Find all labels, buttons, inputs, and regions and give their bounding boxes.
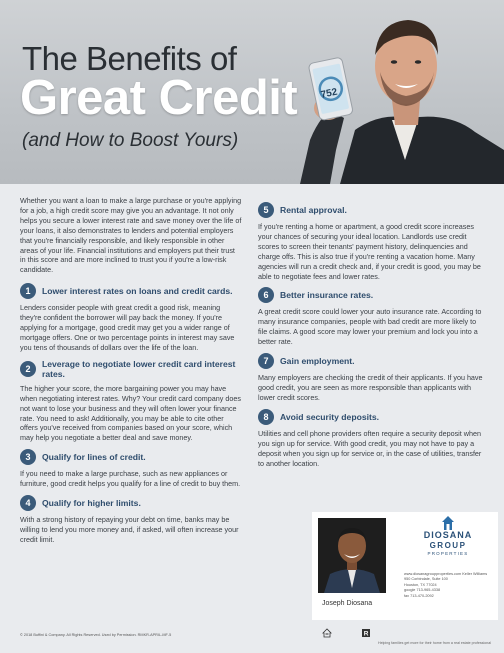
item-3-title: Qualify for lines of credit.: [42, 451, 146, 462]
copyright-notice: © 2018 Buffini & Company. All Rights Reserved. Used by Permission. RMKR-APRIL-MF-5: [20, 633, 172, 637]
item-3-header: [20, 449, 242, 465]
contact-details: [404, 572, 496, 599]
phone-credit-score: 752: [319, 86, 339, 101]
item-5-body: If you're renting a home or apartment, a good credit score increases your chances of securing your ideal location. Landlords use credit scores to screen their tenants' payment history, delinquencies and charge offs. This is also true if you're renting a vacation home. Many agencies will run a credit check and, if your credit is good, you may be able to negotiate fees and lower rates.: [258, 222, 481, 281]
item-8-title: Avoid security deposits.: [280, 411, 380, 422]
logo-name: DIOSANA: [423, 530, 473, 540]
title-line-3: (and How to Boost Yours): [22, 130, 239, 151]
item-4-title: Qualify for higher limits.: [42, 497, 141, 508]
item-5-header: [258, 202, 486, 218]
equal-housing-icon: [323, 629, 331, 637]
intro-paragraph: Whether you want a loan to make a large purchase or you're applying for a job, a high credit score may give you an advantage. It not only helps you secure a lower interest rate and save money over the life of your loans, it also demonstrates to lenders and potential employers that you're financially responsible, and likely responsible in other areas of your life. Financial institutions and employers put their trust in this score and are more inclined to trust you if you're a low-risk candidate.: [20, 196, 242, 275]
item-7-title: Gain employment.: [280, 355, 355, 366]
number-badge-6: 6: [258, 287, 274, 303]
item-4-header: [20, 495, 242, 511]
contact-line: www.diosanagroupproperties.com Keller Williams: [404, 572, 488, 576]
number-badge-2: 2: [20, 361, 36, 377]
item-2-title: Leverage to negotiate lower credit card interest rates.: [42, 358, 236, 380]
item-6-body: A great credit score could lower your auto insurance rate. According to many insurance companies, people with bad credit are more likely to file claims. A good score may lower your premium and lock you into a better rate.: [258, 307, 482, 347]
number-badge-4: 4: [20, 495, 36, 511]
diosana-group-logo: [404, 516, 492, 566]
agent-name: Joseph Diosana: [322, 600, 373, 607]
title-line-2: Great Credit: [20, 71, 298, 125]
contact-line: fax 713-470-2092: [404, 593, 434, 598]
item-1-body: Lenders consider people with great credit a good risk, meaning they're confident the borrower will pay back the money. If you're applying for a mortgage, good credit may get you a wider range of mortgage offers. One or two percentage points in interest may save you tens of thousands of dollars over the life of the loan.: [20, 303, 235, 352]
footer-logos: [322, 628, 382, 638]
item-2-body: The higher your score, the more bargaining power you may have when negotiating interest rates. Why? Your credit card company does not want to lose your business and they will often lower your finance rate. You need to ask! Additionally, you may be able to cite other offers you've received from companies based on your score, which may help you negotiate a better deal and save money.: [20, 383, 241, 443]
hero-photo-man-with-phone: [300, 0, 504, 184]
number-badge-7: 7: [258, 353, 274, 369]
item-6-title: Better insurance rates.: [280, 290, 374, 301]
agent-photo: [318, 518, 386, 593]
logo-group: GROUP: [429, 541, 467, 550]
number-badge-1: 1: [20, 283, 36, 299]
item-4-body: With a strong history of repaying your debt on time, banks may be willing to lend you more money and, if asked, will often increase your credit limit.: [20, 515, 239, 544]
item-8-body: Utilities and cell phone providers often require a security deposit when you sign up for service. With good credit, you may not have to pay a deposit when you sign up for service or, in the case of utilities, transfer to another location.: [258, 428, 482, 468]
title-line-1: The Benefits of: [22, 40, 237, 77]
number-badge-5: 5: [258, 202, 274, 218]
contact-line: Houston, TX 77024: [404, 582, 437, 587]
logo-subtitle: PROPERTIES: [427, 551, 469, 556]
contact-line: 950 Corbindale, Suite 100: [404, 577, 448, 582]
item-8-header: [258, 409, 486, 425]
realtor-icon: [362, 629, 370, 638]
item-1-header: [20, 283, 242, 299]
contact-line: google 713-965-4338: [404, 588, 441, 593]
footer-tagline: Helping families get more for their home from a real estate professional: [378, 641, 492, 645]
right-column: [258, 202, 486, 474]
item-5-title: Rental approval.: [280, 204, 347, 215]
item-1-title: Lower interest rates on loans and credit cards.: [42, 286, 233, 296]
item-3-body: If you need to make a large purchase, such as new appliances or furniture, good credit helps you qualify for a line of credit to buy them.: [20, 469, 241, 489]
item-7-header: [258, 353, 486, 369]
number-badge-3: 3: [20, 449, 36, 465]
agent-contact-card: [312, 512, 498, 620]
hero-banner: [0, 0, 504, 184]
item-2-header: [20, 359, 242, 380]
item-6-header: [258, 287, 486, 303]
building-icon: [442, 516, 454, 530]
left-column: [20, 196, 242, 551]
item-7-body: Many employers are checking the credit of their applicants. If you have good credit, you are seen as more responsible than applicants with lower credit scores.: [258, 373, 483, 402]
number-badge-8: 8: [258, 409, 274, 425]
svg-text:R: R: [363, 630, 369, 638]
